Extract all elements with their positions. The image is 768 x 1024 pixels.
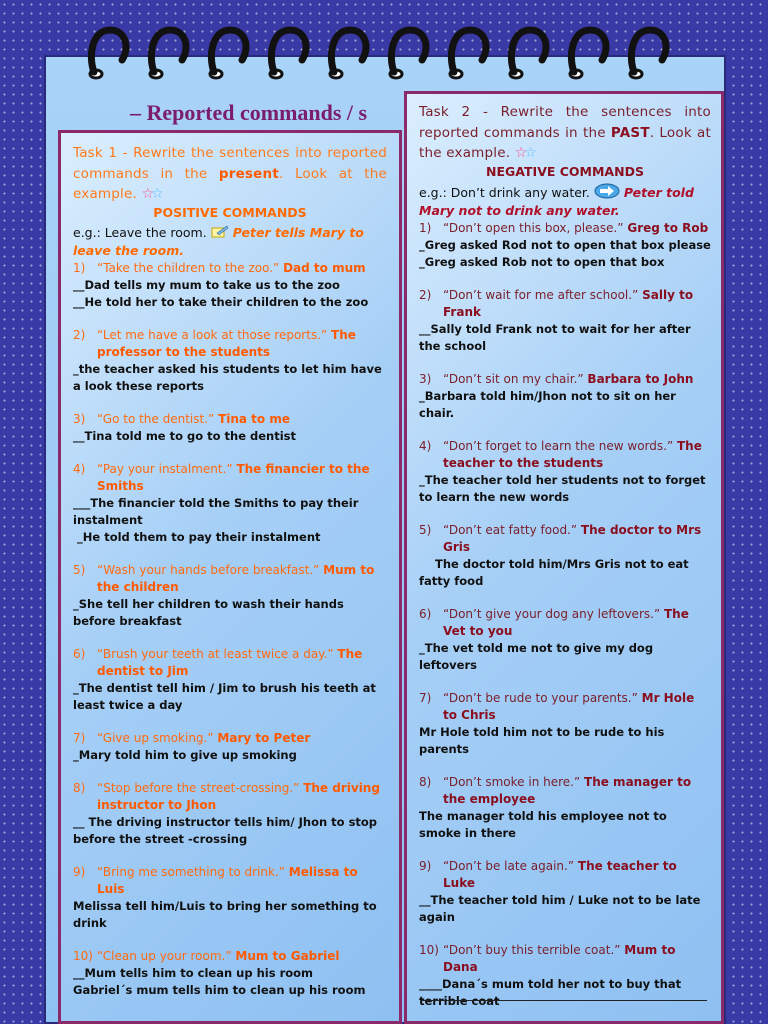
speaker-to-listener: The doctor to Mrs Gris <box>443 522 702 554</box>
quote: “Bring me something to drink.” <box>97 864 289 879</box>
quote: “Take the children to the zoo.” <box>97 260 284 275</box>
speaker-to-listener: Mum to Gabriel <box>235 948 340 963</box>
quote: “Don’t be rude to your parents.” <box>443 690 642 705</box>
question-text <box>443 287 711 321</box>
task1-example: e.g.: Leave the room. Peter tells Mary to leave the room. <box>73 224 364 258</box>
task1-heading: POSITIVE COMMANDS <box>153 204 307 220</box>
exercise-item <box>419 690 711 758</box>
spiral-ring <box>90 30 126 78</box>
spiral-ring <box>150 30 186 78</box>
student-answer: _The vet told me not to give my dog leftovers <box>419 640 658 672</box>
exercise-question <box>419 438 711 472</box>
exercise-question <box>419 942 711 976</box>
student-answer: _the teacher asked his students to let him have a look these reports <box>73 361 386 393</box>
task2-panel <box>404 91 724 1024</box>
exercise-item <box>73 461 387 546</box>
exercise-question <box>73 562 387 596</box>
exercise-question <box>73 948 387 965</box>
item-number: 2) <box>419 287 432 302</box>
student-answer: _Greg asked Rob not to open that box <box>419 254 665 269</box>
quote: “Stop before the street-crossing.” <box>97 780 304 795</box>
student-answer: _He told them to pay their instalment <box>73 529 321 544</box>
question-text <box>97 864 387 898</box>
student-answer: ___The financier told the Smiths to pay their instalment <box>73 495 363 527</box>
student-answer: __Mum tells him to clean up his room <box>73 965 314 980</box>
item-number: 9) <box>419 858 432 873</box>
student-answer: _The teacher told her students not to forget to learn the new words <box>419 472 710 504</box>
exercise-item <box>73 646 387 714</box>
item-number: 3) <box>73 411 86 426</box>
exercise-question <box>73 327 387 361</box>
exercise-question <box>419 522 711 556</box>
item-number: 10) <box>73 948 93 963</box>
exercise-item <box>73 948 387 999</box>
exercise-item <box>419 371 711 422</box>
student-answer: __Tina told me to go to the dentist <box>73 428 297 443</box>
quote: “Give up smoking.” <box>97 730 218 745</box>
question-text <box>443 438 711 472</box>
stars-icon: ☆☆ <box>514 145 534 161</box>
speaker-to-listener: The manager to the employee <box>443 774 692 806</box>
item-number: 1) <box>419 220 432 235</box>
quote: “Wash your hands before breakfast.” <box>97 562 324 577</box>
student-answer: _Mary told him to give up smoking <box>73 747 297 762</box>
answer-line <box>421 1000 707 1001</box>
student-answer: _She tell her children to wash their hands before breakfast <box>73 596 348 628</box>
speaker-to-listener: Melissa to Luis <box>97 864 358 896</box>
quote: “Go to the dentist.” <box>97 411 219 426</box>
item-number: 4) <box>419 438 432 453</box>
quote: “Don’t forget to learn the new words.” <box>443 438 677 453</box>
speaker-to-listener: Dad to mum <box>283 260 366 275</box>
exercise-question <box>73 780 387 814</box>
spiral-ring <box>510 30 546 78</box>
item-number: 5) <box>419 522 432 537</box>
question-text <box>443 942 711 976</box>
speaker-to-listener: The financier to the Smiths <box>97 461 370 493</box>
task1-items <box>73 260 387 999</box>
item-number: 8) <box>419 774 432 789</box>
speaker-to-listener: The teacher to Luke <box>443 858 677 890</box>
student-answer: ____Dana´s mum told her not to buy that terrible coat <box>419 976 686 1008</box>
question-text <box>443 220 711 237</box>
quote: “Don’t wait for me after school.” <box>443 287 643 302</box>
quote: “Don’t eat fatty food.” <box>443 522 581 537</box>
speaker-to-listener: Tina to me <box>218 411 290 426</box>
stars-icon: ☆☆ <box>141 186 161 202</box>
quote: “Don’t smoke in here.” <box>443 774 585 789</box>
item-number: 9) <box>73 864 86 879</box>
speaker-to-listener: Mum to the children <box>97 562 375 594</box>
quote: “Don’t open this box, please.” <box>443 220 628 235</box>
speaker-to-listener: Mum to Dana <box>443 942 676 974</box>
quote: “Don’t sit on my chair.” <box>443 371 588 386</box>
exercise-item <box>73 327 387 395</box>
spiral-ring <box>330 30 366 78</box>
exercise-question <box>419 220 711 237</box>
question-text <box>443 858 711 892</box>
exercise-question <box>419 858 711 892</box>
task2-heading: NEGATIVE COMMANDS <box>486 163 644 179</box>
item-number: 10) <box>419 942 439 957</box>
item-number: 7) <box>419 690 432 705</box>
exercise-item <box>419 606 711 674</box>
student-answer: Melissa tell him/Luis to bring her something to drink <box>73 898 381 930</box>
student-answer: The manager told his employee not to smoke in there <box>419 808 671 840</box>
question-text <box>443 371 711 388</box>
exercise-item <box>419 774 711 842</box>
spiral-ring <box>210 30 246 78</box>
quote: “Pay your instalment.” <box>97 461 237 476</box>
exercise-item <box>73 562 387 630</box>
speaker-to-listener: Barbara to John <box>587 371 694 386</box>
task1-tense: present <box>218 165 279 182</box>
question-text <box>97 948 387 965</box>
exercise-question <box>73 864 387 898</box>
student-answer: _Greg asked Rod not to open that box please <box>419 237 711 252</box>
exercise-item <box>73 411 387 445</box>
exercise-item <box>419 287 711 355</box>
question-text <box>443 690 711 724</box>
page-title: – Reported commands / s <box>130 100 368 125</box>
quote: “Clean up your room.” <box>97 948 236 963</box>
exercise-item <box>419 858 711 926</box>
question-text <box>97 461 387 495</box>
question-text <box>443 774 711 808</box>
exercise-question <box>419 606 711 640</box>
student-answer: _Barbara told him/Jhon not to sit on her chair. <box>419 388 680 420</box>
student-answer: __ The driving instructor tells him/ Jhon to stop before the street -crossing <box>73 814 382 846</box>
exercise-question <box>73 730 387 747</box>
question-text <box>97 260 387 277</box>
quote: “Let me have a look at those reports.” <box>97 327 332 342</box>
exercise-question <box>73 646 387 680</box>
quote: “Don’t be late again.” <box>443 858 578 873</box>
speaker-to-listener: The teacher to the students <box>443 438 702 470</box>
student-answer: Mr Hole told him not to be rude to his parents <box>419 724 669 756</box>
speaker-to-listener: The Vet to you <box>443 606 689 638</box>
question-text <box>443 522 711 556</box>
student-answer: The doctor told him/Mrs Gris not to eat fatty food <box>419 556 705 588</box>
speaker-to-listener: Mr Hole to Chris <box>443 690 695 722</box>
exercise-question <box>419 371 711 388</box>
task1-panel <box>58 130 402 1024</box>
quote: “Brush your teeth at least twice a day.” <box>97 646 338 661</box>
spiral-ring <box>630 30 666 78</box>
speaker-to-listener: Sally to Frank <box>443 287 694 319</box>
exercise-item <box>73 730 387 764</box>
exercise-item <box>73 260 387 311</box>
exercise-question <box>419 287 711 321</box>
question-text <box>97 730 387 747</box>
spiral-ring <box>390 30 426 78</box>
item-number: 5) <box>73 562 86 577</box>
student-answer: _The dentist tell him / Jim to brush his teeth at least twice a day <box>73 680 380 712</box>
exercise-item <box>419 522 711 590</box>
task1-instructions: Task 1 - Rewrite the sentences into reported commands in the present. Look at the example. ☆☆ <box>73 143 387 205</box>
task2-tense: PAST <box>610 124 650 141</box>
question-text <box>97 411 387 428</box>
item-number: 7) <box>73 730 86 745</box>
speaker-to-listener: The dentist to Jim <box>97 646 363 678</box>
exercise-question <box>73 411 387 428</box>
student-answer: __Sally told Frank not to wait for her after the school <box>419 321 695 353</box>
spiral-ring <box>450 30 486 78</box>
speaker-to-listener: Mary to Peter <box>217 730 311 745</box>
exercise-question <box>419 690 711 724</box>
pencil-note-icon <box>211 225 229 239</box>
student-answer: __The teacher told him / Luke not to be late again <box>419 892 705 924</box>
quote: “Don’t give your dog any leftovers.” <box>443 606 664 621</box>
exercise-item <box>419 220 711 271</box>
question-text <box>97 780 387 814</box>
task2-example: e.g.: Don’t drink any water. Peter told Mary not to drink any water. <box>419 184 694 218</box>
item-number: 3) <box>419 371 432 386</box>
question-text <box>443 606 711 640</box>
speaker-to-listener: Greg to Rob <box>627 220 709 235</box>
quote: “Don’t buy this terrible coat.” <box>443 942 625 957</box>
item-number: 1) <box>73 260 86 275</box>
student-answer: __He told her to take their children to the zoo <box>73 294 369 309</box>
spiral-binding <box>82 26 702 82</box>
item-number: 6) <box>419 606 432 621</box>
student-answer: Gabriel´s mum tells him to clean up his room <box>73 982 366 997</box>
question-text <box>97 646 387 680</box>
question-text <box>97 327 387 361</box>
item-number: 8) <box>73 780 86 795</box>
item-number: 6) <box>73 646 86 661</box>
spiral-ring <box>270 30 306 78</box>
item-number: 4) <box>73 461 86 476</box>
speaker-to-listener: The driving instructor to Jhon <box>97 780 380 812</box>
exercise-question <box>419 774 711 808</box>
speaker-to-listener: The professor to the students <box>97 327 356 359</box>
task2-instructions: Task 2 - Rewrite the sentences into reported commands in the PAST. Look at the example. ☆☆ <box>419 102 711 164</box>
exercise-question <box>73 260 387 277</box>
exercise-question <box>73 461 387 495</box>
question-text <box>97 562 387 596</box>
item-number: 2) <box>73 327 86 342</box>
task2-items <box>419 220 711 1010</box>
spiral-ring <box>570 30 606 78</box>
arrow-right-icon <box>594 183 620 199</box>
exercise-item <box>419 438 711 506</box>
exercise-item <box>73 780 387 848</box>
exercise-item <box>73 864 387 932</box>
student-answer: __Dad tells my mum to take us to the zoo <box>73 277 340 292</box>
